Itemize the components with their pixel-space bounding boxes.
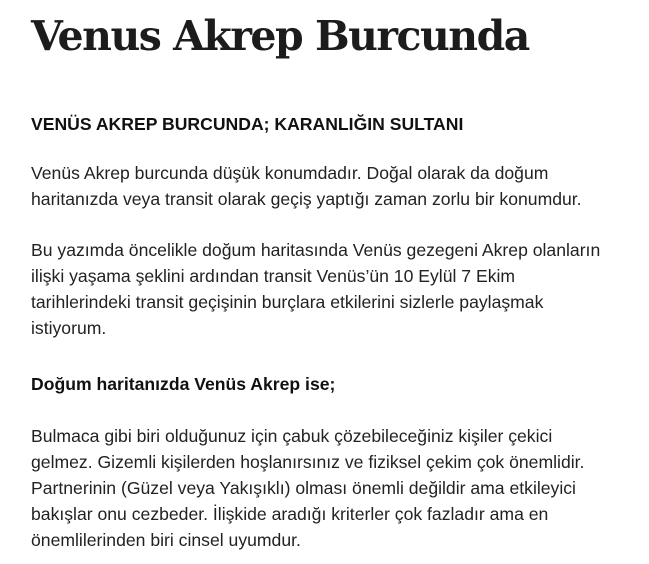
- paragraph-2-line: tarihlerindeki transit geçişinin burçlara etkilerini sizlerle paylaşmak: [31, 292, 544, 312]
- paragraph-3-line: Partnerinin (Güzel veya Yakışıklı) olması önemli değildir ama etkileyici: [31, 478, 576, 498]
- paragraph-3-line: Bulmaca gibi biri olduğunuz için çabuk çözebileceğiniz kişiler çekici: [31, 426, 553, 446]
- paragraph-3-line: önemlilerinden biri cinsel uyumdur.: [31, 530, 301, 550]
- paragraph-2-line: Bu yazımda öncelikle doğum haritasında Venüs gezegeni Akrep olanların: [31, 240, 601, 260]
- paragraph-2: [31, 237, 631, 341]
- paragraph-2-line: ilişki yaşama şeklini ardından transit Venüs’ün 10 Eylül 7 Ekim: [31, 266, 516, 286]
- paragraph-1-line: haritanızda veya transit olarak geçiş yaptığı zaman zorlu bir konumdur.: [31, 189, 582, 209]
- paragraph-3-line: bakışlar onu cezbeder. İlişkide aradığı kriterler çok fazladır ama en: [31, 504, 549, 524]
- paragraph-1: [31, 160, 631, 212]
- section-heading: Doğum haritanızda Venüs Akrep ise;: [31, 374, 336, 394]
- paragraph-3: [31, 423, 631, 553]
- article-title: Venus Akrep Burcunda: [31, 12, 529, 60]
- paragraph-3-line: gelmez. Gizemli kişilerden hoşlanırsınız ve fiziksel çekim çok önemlidir.: [31, 452, 585, 472]
- paragraph-1-line: Venüs Akrep burcunda düşük konumdadır. Doğal olarak da doğum: [31, 163, 549, 183]
- paragraph-2-line: istiyorum.: [31, 318, 107, 338]
- article-subheading: VENÜS AKREP BURCUNDA; KARANLIĞIN SULTANI: [31, 114, 464, 134]
